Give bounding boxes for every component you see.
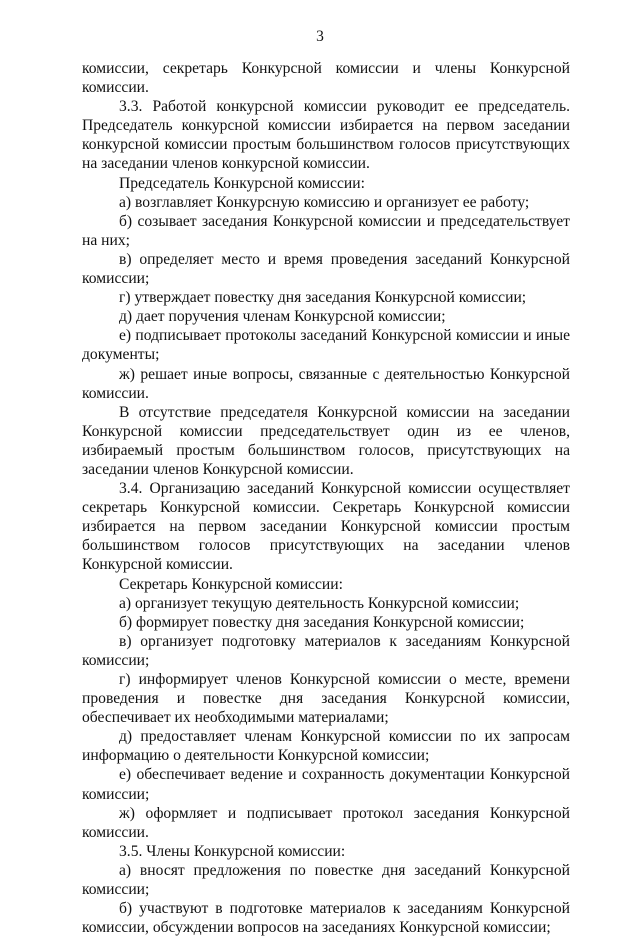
list-item-members-a: а) вносят предложения по повестке дня заседаний Конкурсной комиссии; (82, 861, 570, 899)
list-item-chairman-v: в) определяет место и время проведения заседаний Конкурсной комиссии; (82, 250, 570, 288)
list-item-chairman-g: г) утверждает повестку дня заседания Конкурсной комиссии; (119, 289, 527, 307)
list-item-members-b: б) участвуют в подготовке материалов к заседаниям Конкурсной комиссии, обсуждении вопросов на заседаниях Конкурсной комиссии; (82, 900, 570, 937)
list-item-secretary-e: е) обеспечивает ведение и сохранность документации Конкурсной комиссии; (82, 766, 570, 803)
paragraph-chairman-heading: Председатель Конкурсной комиссии: (119, 174, 365, 192)
paragraph-section-3-3: 3.3. Работой конкурсной комиссии руководит ее председатель. Председатель конкурсной комиссии избирается на первом заседании конкурсной комиссии простым большинством голосов присутствующих на заседании членов конкурсной комиссии. (82, 98, 570, 173)
paragraph-secretary-heading: Секретарь Конкурсной комиссии: (119, 575, 343, 593)
page-number: 3 (316, 28, 324, 45)
list-item-secretary-a: а) организует текущую деятельность Конкурсной комиссии; (119, 594, 520, 612)
list-item-secretary-g: г) информирует членов Конкурсной комиссии о месте, времени проведения и повестке дня заседания Конкурсной комиссии, обеспечивает их необходимыми материалами; (82, 671, 570, 727)
list-item-chairman-b: б) созывает заседания Конкурсной комиссии и председательствует на них; (82, 212, 570, 249)
list-item-secretary-zh: ж) оформляет и подписывает протокол заседания Конкурсной комиссии. (82, 804, 570, 841)
document-body (82, 59, 570, 937)
list-item-chairman-zh: ж) решает иные вопросы, связанные с деятельностью Конкурсной комиссии. (82, 365, 570, 402)
list-item-chairman-d: д) дает поручения членам Конкурсной комиссии; (119, 308, 446, 326)
list-item-chairman-a: а) возглавляет Конкурсную комиссию и организует ее работу; (119, 193, 530, 211)
list-item-chairman-e: е) подписывает протоколы заседаний Конкурсной комиссии и иные документы; (82, 327, 570, 364)
paragraph-continuation: комиссии, секретарь Конкурсной комиссии и члены Конкурсной комиссии. (82, 60, 570, 97)
paragraph-chairman-absence: В отсутствие председателя Конкурсной комиссии на заседании Конкурсной комиссии председательствует один из ее членов, избираемый простым большинством голосов, присутствующих на заседании членов Конкурсной комиссии. (82, 403, 570, 478)
list-item-secretary-v: в) организует подготовку материалов к заседаниям Конкурсной комиссии; (82, 632, 570, 669)
list-item-secretary-b: б) формирует повестку дня заседания Конкурсной комиссии; (119, 613, 525, 631)
paragraph-section-3-4: 3.4. Организацию заседаний Конкурсной комиссии осуществляет секретарь Конкурсной комиссии. Секретарь Конкурсной комиссии избирается на первом заседании Конкурсной комиссии простым большинством голосов присутствующих на заседании членов Конкурсной комиссии. (82, 480, 570, 574)
list-item-secretary-d: д) предоставляет членам Конкурсной комиссии по их запросам информацию о деятельности Конкурсной комиссии; (82, 728, 570, 765)
paragraph-section-3-5: 3.5. Члены Конкурсной комиссии: (119, 842, 346, 860)
